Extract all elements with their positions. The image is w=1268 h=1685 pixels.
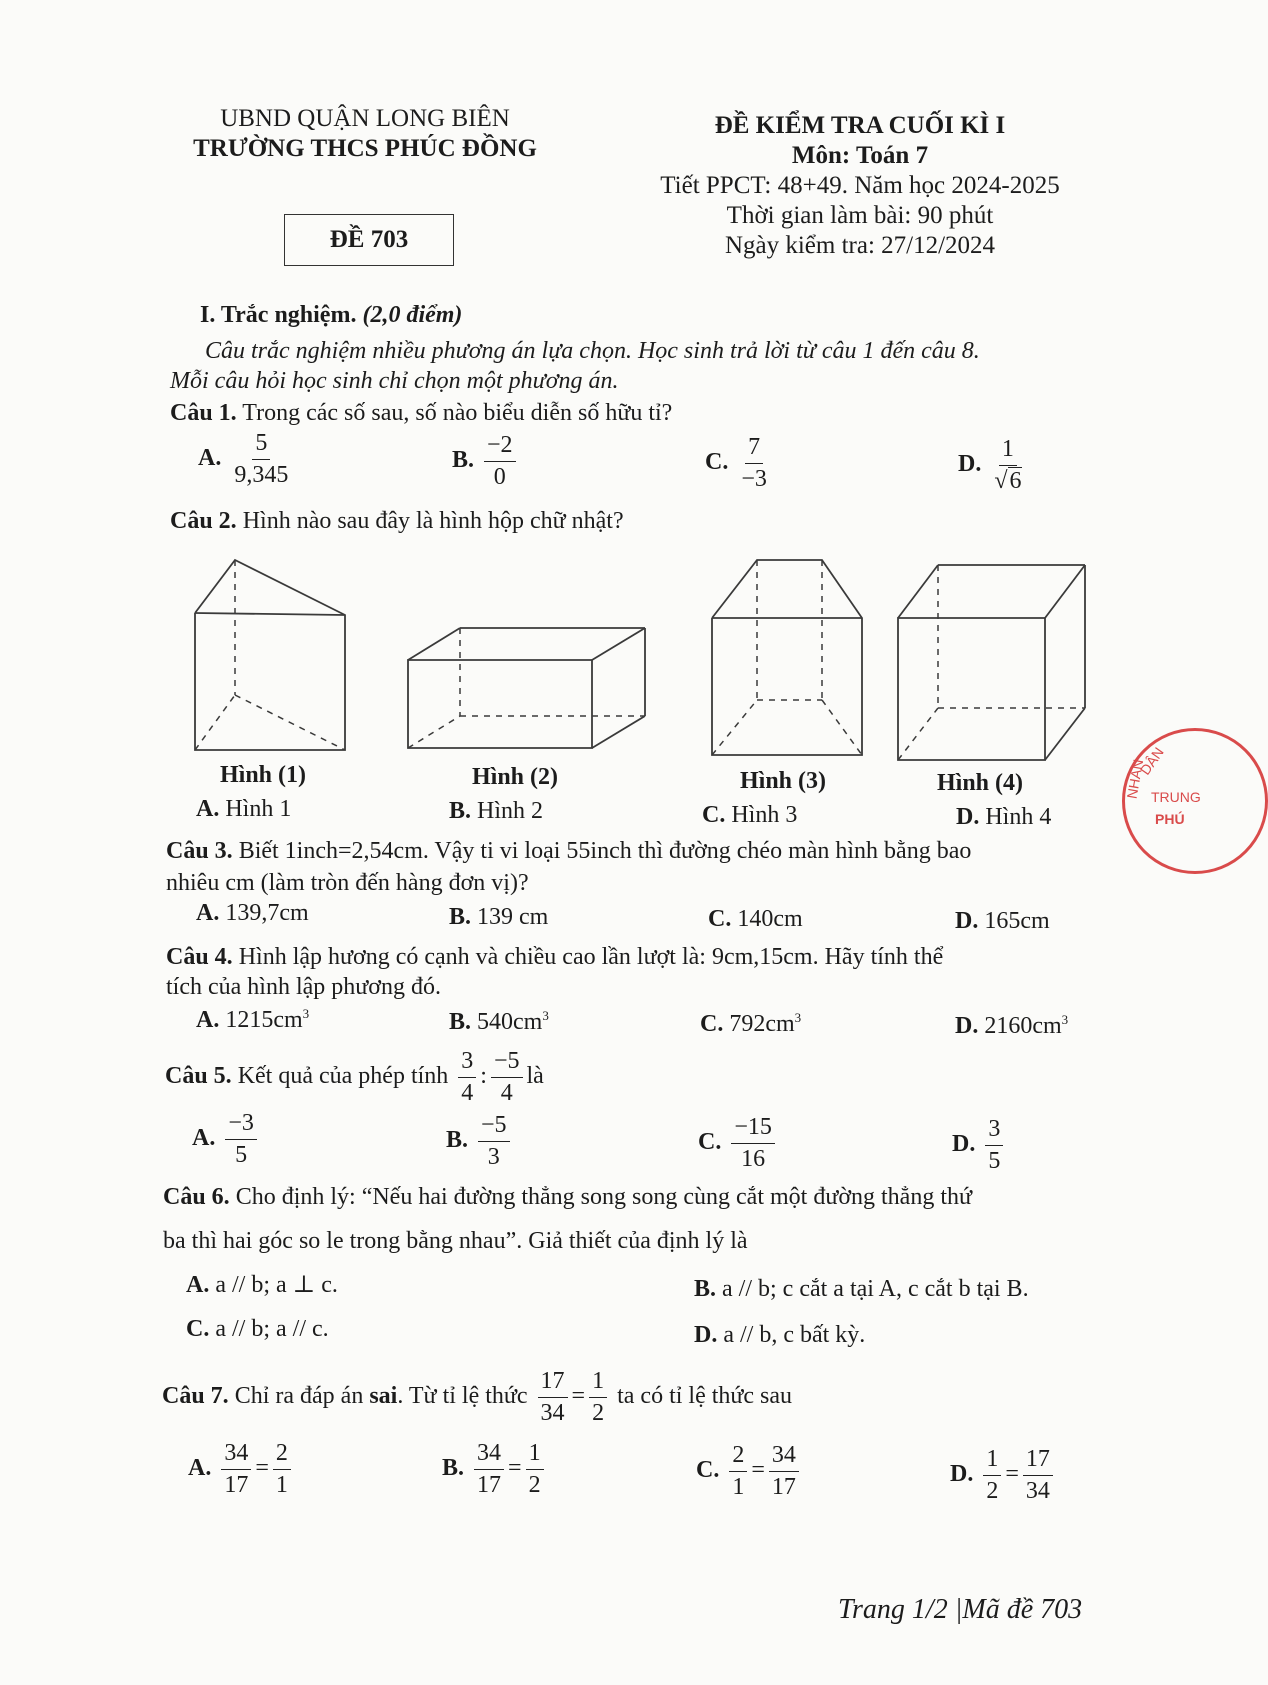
- sqrt-icon: √: [994, 467, 1008, 494]
- page-footer: Trang 1/2 |Mã đề 703: [838, 1594, 1083, 1625]
- question-3-line2: nhiêu cm (làm tròn đến hàng đơn vị)?: [166, 870, 529, 896]
- question-4-line2: tích của hình lập phương đó.: [166, 974, 441, 1000]
- figure-2-rectangular-box: [408, 628, 645, 748]
- question-6-line2: ba thì hai góc so le trong bằng nhau”. Giả thiết của định lý là: [163, 1228, 748, 1254]
- q7-option-b[interactable]: B. $\frac{34}{17}$ = $\frac{1}{2}$: [442, 1440, 548, 1499]
- figure-1-triangular-prism: [195, 560, 345, 750]
- q3-option-a[interactable]: A. 139,7cm: [196, 900, 309, 926]
- question-1: Câu 1. Trong các số sau, số nào biểu diễn số hữu tỉ?: [170, 400, 673, 426]
- q5-option-a[interactable]: A. $\frac{-3}{5}$: [192, 1110, 261, 1169]
- q1-option-b[interactable]: B. $\frac{-2}{0}$: [452, 432, 520, 491]
- q4-option-b[interactable]: B. $540cm^3$: [449, 1008, 549, 1035]
- figure-4-label: Hình (4): [937, 770, 1024, 796]
- q6-option-c[interactable]: C. a // b; a // c.: [186, 1316, 329, 1342]
- stamp-text-1: DÂN: [1136, 744, 1167, 778]
- q5-option-d[interactable]: D. $\frac{3}{5}$: [952, 1116, 1007, 1175]
- question-6: Câu 6. Cho định lý: “Nếu hai đường thẳng song song cùng cắt một đường thẳng thứ: [163, 1184, 973, 1210]
- q3-option-b[interactable]: B. 139 cm: [449, 904, 549, 930]
- q3-option-c[interactable]: C. 140cm: [708, 906, 803, 932]
- q7-option-d[interactable]: D. $\frac{1}{2}$ = $\frac{17}{34}$: [950, 1446, 1057, 1505]
- q6-option-a[interactable]: A. a // b; a ⊥ c.: [186, 1272, 338, 1298]
- q2-option-b[interactable]: B. Hình 2: [449, 798, 544, 824]
- duration: Thời gian làm bài: 90 phút: [726, 202, 994, 229]
- header-left: [150, 104, 580, 164]
- q2-option-c[interactable]: C. Hình 3: [702, 802, 798, 828]
- q6-option-b[interactable]: B. a // b; c cắt a tại A, c cắt b tại B.: [694, 1276, 1029, 1302]
- q5-option-c[interactable]: C. $\frac{-15}{16}$: [698, 1114, 779, 1173]
- q3-option-d[interactable]: D. 165cm: [955, 908, 1050, 934]
- stamp-text-3: PHÚ: [1155, 811, 1185, 827]
- stamp-text-4: NHÂN: [1123, 758, 1147, 800]
- district-name: UBND QUẬN LONG BIÊN: [220, 105, 510, 132]
- subject: Môn: Toán 7: [791, 142, 929, 169]
- exam-title: ĐỀ KIỂM TRA CUỐI KÌ I: [714, 112, 1006, 139]
- q4-option-a[interactable]: A. $1215cm^3$: [196, 1006, 310, 1033]
- figure-1-label: Hình (1): [220, 762, 307, 788]
- q6-option-d[interactable]: D. a // b, c bất kỳ.: [694, 1322, 866, 1348]
- section1-instruction-2: Mỗi câu hỏi học sinh chỉ chọn một phương án.: [170, 368, 619, 394]
- q5-option-b[interactable]: B. $\frac{-5}{3}$: [446, 1112, 514, 1171]
- q1-option-d[interactable]: D. $\frac{1}{√6}$: [958, 436, 1022, 494]
- q2-option-a[interactable]: A. Hình 1: [196, 796, 292, 822]
- school-stamp: [1122, 728, 1268, 874]
- section1-instruction-1: Câu trắc nghiệm nhiều phương án lựa chọn. Học sinh trả lời từ câu 1 đến câu 8.: [205, 338, 980, 364]
- school-name: TRƯỜNG THCS PHÚC ĐỒNG: [193, 135, 537, 162]
- section1-title: I. Trắc nghiệm. (2,0 điểm): [200, 302, 463, 328]
- q1-option-a[interactable]: A. $\frac{5}{9,345}$: [198, 430, 289, 488]
- figure-3-prism: [712, 560, 862, 755]
- exam-code-box: [284, 214, 454, 266]
- exam-date: Ngày kiểm tra: 27/12/2024: [724, 232, 996, 259]
- exam-code-text: ĐỀ 703: [329, 226, 409, 253]
- q7-option-c[interactable]: C. $\frac{2}{1}$ = $\frac{34}{17}$: [696, 1442, 803, 1501]
- period-year: Tiết PPCT: 48+49. Năm học 2024-2025: [660, 172, 1060, 199]
- figure-3-label: Hình (3): [740, 768, 827, 794]
- q2-option-d[interactable]: D. Hình 4: [956, 804, 1052, 830]
- stamp-text-2: TRUNG: [1151, 789, 1201, 805]
- q4-option-c[interactable]: C. $792cm^3$: [700, 1010, 802, 1037]
- q1-option-c[interactable]: C. $\frac{7}{-3}$: [705, 434, 767, 492]
- figures-svg: [0, 540, 1192, 770]
- q4-option-d[interactable]: D. $2160cm^3$: [955, 1012, 1069, 1039]
- question-2: Câu 2. Hình nào sau đây là hình hộp chữ nhật?: [170, 508, 624, 534]
- question-3: Câu 3. Biết 1inch=2,54cm. Vậy ti vi loại 55inch thì đường chéo màn hình bằng bao: [166, 838, 972, 864]
- header-right: [620, 111, 1100, 261]
- question-4: Câu 4. Hình lập hương có cạnh và chiều cao lần lượt là: 9cm,15cm. Hãy tính thể: [166, 944, 944, 970]
- q7-option-a[interactable]: A. $\frac{34}{17}$ = $\frac{2}{1}$: [188, 1440, 295, 1499]
- figure-2-label: Hình (2): [472, 764, 559, 790]
- question-7: Câu 7. Chỉ ra đáp án sai. Từ tỉ lệ thức $\frac{17}{34}$ = $\frac{1}{2}$ ta có tỉ lệ thức sau: [162, 1368, 793, 1426]
- question-5: Câu 5. Kết quả của phép tính $\frac{3}{4}$ : $\frac{-5}{4}$ là: [165, 1048, 544, 1106]
- figure-4-cube: [898, 565, 1085, 760]
